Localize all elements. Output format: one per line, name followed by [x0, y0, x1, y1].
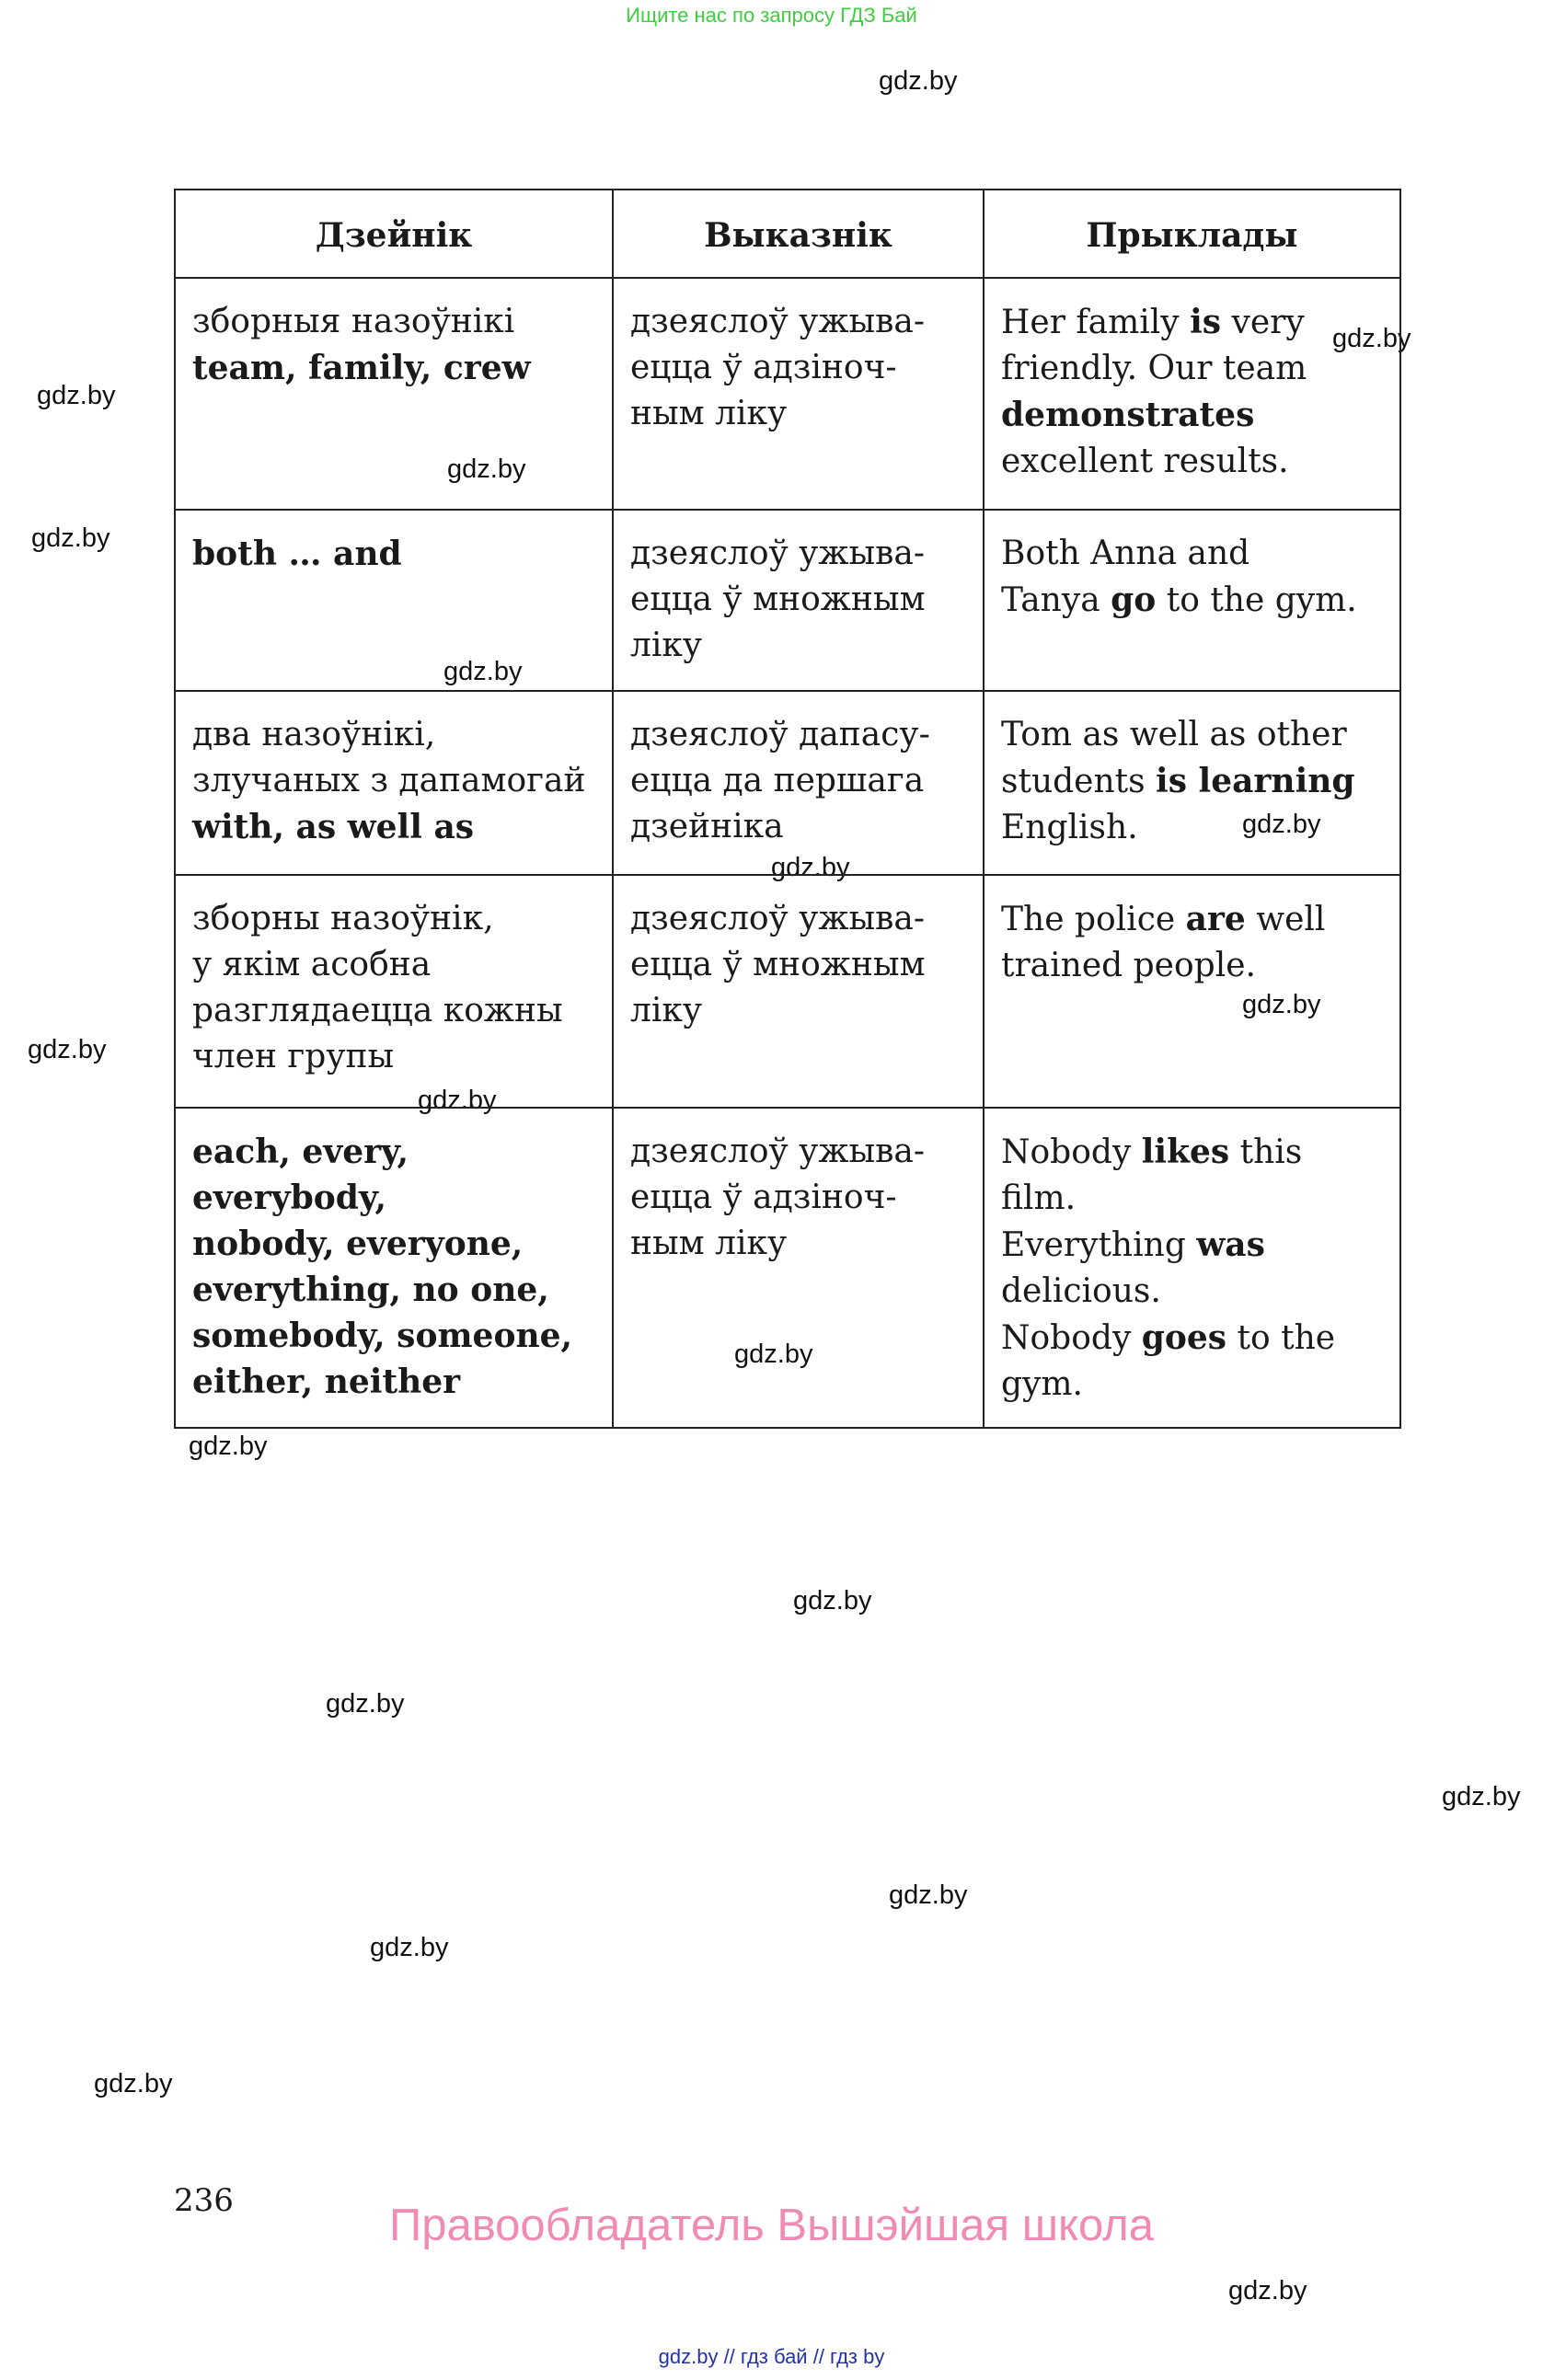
subject-line: зборны назоўнік, — [192, 900, 494, 937]
cell-subject — [175, 510, 613, 691]
table-row — [175, 278, 1400, 510]
predicate-line: ным ліку — [630, 1224, 788, 1262]
subject-line: nobody, everyone, — [192, 1224, 524, 1263]
example-verb: goes — [1141, 1318, 1227, 1357]
subject-line: somebody, someone, — [192, 1316, 573, 1355]
watermark: gdz.by — [418, 1086, 497, 1115]
predicate-line: ецца ў множным — [630, 581, 926, 618]
example-text: excellent results. — [1001, 443, 1289, 480]
example-line — [1001, 577, 1383, 624]
example-text: well — [1245, 901, 1326, 938]
example-line — [1001, 1362, 1383, 1408]
watermark: gdz.by — [1332, 324, 1411, 353]
watermark: gdz.by — [443, 657, 523, 686]
watermark: gdz.by — [31, 523, 110, 553]
watermark: gdz.by — [879, 66, 958, 96]
example-text: trained people. — [1001, 947, 1256, 984]
table-row — [175, 691, 1400, 875]
example-verb: are — [1185, 900, 1246, 938]
example-line — [1001, 392, 1383, 439]
example-text: students — [1001, 763, 1157, 800]
predicate-line: ецца ў множным — [630, 946, 926, 983]
example-text: gym. — [1001, 1365, 1083, 1403]
cell-subject — [175, 691, 613, 875]
cell-example — [984, 278, 1400, 510]
example-line — [1001, 805, 1383, 851]
watermark: gdz.by — [94, 2069, 173, 2098]
example-text: friendly. Our team — [1001, 350, 1307, 387]
example-text: Her family — [1001, 304, 1191, 341]
predicate-line: дзеяслоў ужыва- — [630, 303, 925, 340]
watermark: gdz.by — [1242, 990, 1321, 1019]
cell-subject — [175, 1108, 613, 1428]
example-verb: is learning — [1156, 762, 1355, 800]
example-line — [1001, 439, 1383, 485]
predicate-line: ецца ў адзіноч- — [630, 1179, 897, 1216]
example-text: delicious. — [1001, 1272, 1161, 1310]
column-header-examples: Прыклады — [984, 190, 1400, 278]
cell-example — [984, 691, 1400, 875]
example-line — [1001, 346, 1383, 392]
example-text: Tom as well as other — [1001, 716, 1347, 753]
example-verb: demonstrates — [1001, 396, 1255, 434]
watermark: gdz.by — [28, 1035, 107, 1064]
column-header-subject: Дзейнік — [175, 190, 613, 278]
watermark: gdz.by — [1228, 2276, 1307, 2305]
example-text: to the — [1226, 1319, 1336, 1357]
example-verb: likes — [1141, 1133, 1230, 1171]
example-text: Everything — [1001, 1226, 1197, 1264]
example-line — [1001, 758, 1383, 805]
watermark: gdz.by — [1442, 1782, 1521, 1811]
top-banner: Ищите нас по запросу ГДЗ Бай — [626, 4, 917, 27]
cell-predicate — [613, 278, 984, 510]
predicate-line: дзеяслоў дапасу- — [630, 716, 930, 753]
predicate-line: ецца да першага — [630, 762, 925, 799]
example-line — [1001, 943, 1383, 989]
agreement-table — [174, 189, 1401, 1429]
subject-line: зборныя назоўнікі — [192, 303, 515, 340]
subject-line: два назоўнікі, — [192, 716, 436, 753]
predicate-line: дзейніка — [630, 808, 784, 845]
predicate-line: дзеяслоў ужыва- — [630, 1133, 925, 1170]
cell-subject — [175, 875, 613, 1108]
cell-example — [984, 875, 1400, 1108]
rights-holder: Правообладатель Вышэйшая школа — [388, 2201, 1155, 2250]
example-line — [1001, 896, 1383, 943]
cell-example — [984, 1108, 1400, 1428]
predicate-line: дзеяслоў ужыва- — [630, 535, 925, 572]
table-row — [175, 1108, 1400, 1428]
example-text: film. — [1001, 1179, 1077, 1217]
example-line — [1001, 1269, 1383, 1315]
cell-predicate — [613, 1108, 984, 1428]
example-text: to the gym. — [1156, 581, 1357, 619]
example-verb: go — [1111, 581, 1157, 619]
footer-links[interactable]: gdz.by // гдз бай // гдз by — [658, 2345, 885, 2368]
subject-line: разглядаецца кожны — [192, 992, 563, 1029]
table-row — [175, 510, 1400, 691]
watermark: gdz.by — [447, 454, 526, 484]
example-line — [1001, 712, 1383, 758]
watermark: gdz.by — [1242, 810, 1321, 839]
watermark: gdz.by — [370, 1933, 449, 1962]
cell-predicate — [613, 510, 984, 691]
cell-predicate — [613, 691, 984, 875]
watermark: gdz.by — [771, 853, 850, 882]
subject-line: either, neither — [192, 1362, 461, 1401]
example-text: very — [1221, 304, 1305, 341]
predicate-line: дзеяслоў ужыва- — [630, 900, 925, 937]
example-line — [1001, 531, 1383, 577]
example-line — [1001, 299, 1383, 346]
cell-subject — [175, 278, 613, 510]
column-header-predicate: Выказнік — [613, 190, 984, 278]
subject-line: with, as well as — [192, 808, 475, 846]
subject-line: член групы — [192, 1038, 395, 1075]
example-line — [1001, 1129, 1383, 1176]
example-text: Tanya — [1001, 581, 1111, 619]
example-text: Nobody — [1001, 1133, 1142, 1171]
example-line — [1001, 1222, 1383, 1269]
table-row — [175, 875, 1400, 1108]
table-header-row — [175, 190, 1400, 278]
subject-line: both … and — [192, 535, 402, 573]
cell-predicate — [613, 875, 984, 1108]
watermark: gdz.by — [37, 381, 116, 410]
watermark: gdz.by — [189, 1431, 268, 1461]
example-text: English. — [1001, 809, 1138, 846]
watermark: gdz.by — [734, 1339, 813, 1369]
predicate-line: ецца ў адзіноч- — [630, 349, 897, 386]
example-text: Nobody — [1001, 1319, 1142, 1357]
subject-line: everything, no one, — [192, 1270, 549, 1309]
example-text: The police — [1001, 901, 1186, 938]
subject-line: team, family, crew — [192, 349, 531, 387]
subject-line: each, every, everybody, — [192, 1133, 409, 1217]
page-number: 236 — [174, 2182, 234, 2219]
example-line — [1001, 1315, 1383, 1362]
predicate-line: ным ліку — [630, 395, 788, 432]
subject-line: у якім асобна — [192, 946, 432, 983]
watermark: gdz.by — [889, 1880, 968, 1910]
predicate-line: ліку — [630, 627, 703, 664]
watermark: gdz.by — [793, 1586, 872, 1615]
subject-line: злучаных з дапамогай — [192, 762, 586, 799]
cell-example — [984, 510, 1400, 691]
watermark: gdz.by — [326, 1689, 405, 1719]
example-verb: is — [1190, 303, 1222, 341]
example-line — [1001, 1176, 1383, 1222]
example-text: this — [1229, 1133, 1303, 1171]
predicate-line: ліку — [630, 992, 703, 1029]
example-verb: was — [1196, 1225, 1265, 1264]
example-text: Both Anna and — [1001, 535, 1250, 572]
